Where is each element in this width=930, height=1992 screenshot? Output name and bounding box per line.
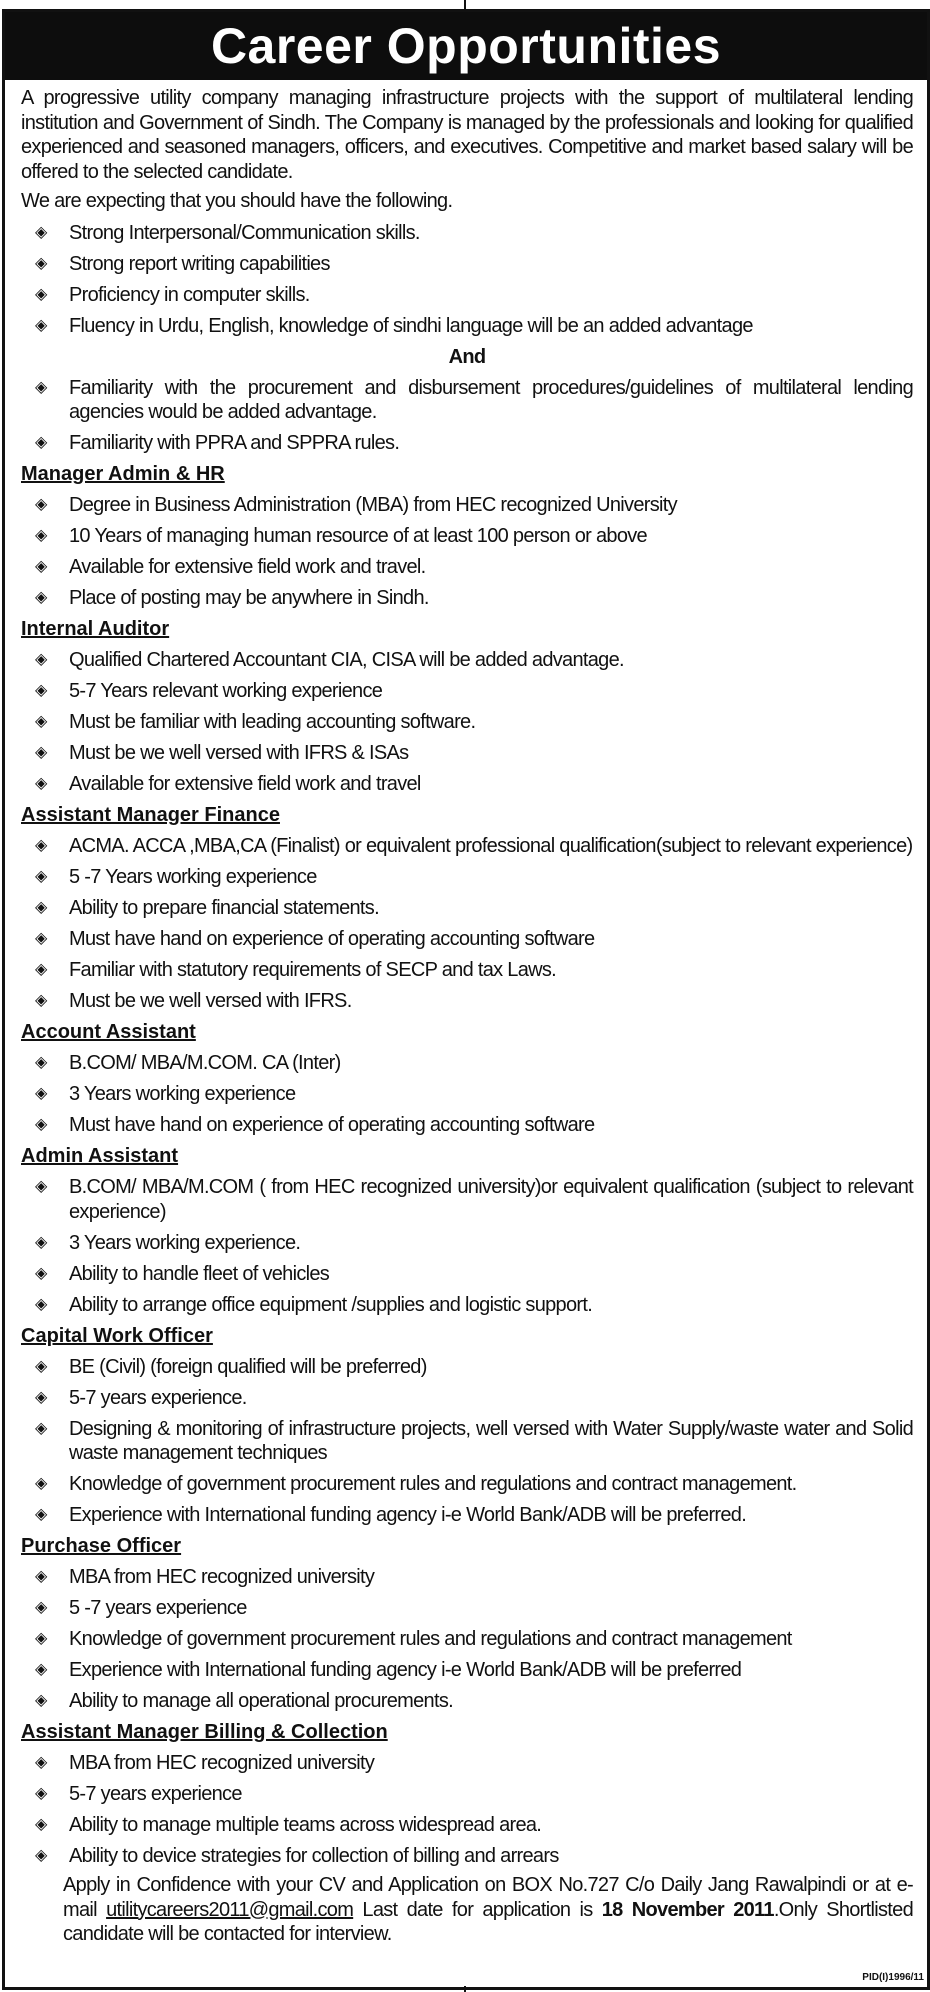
- list-item-text: Fluency in Urdu, English, knowledge of sindhi language will be an added advantage: [69, 314, 753, 337]
- list-item: [21, 1231, 913, 1256]
- list-item-text: Qualified Chartered Accountant CIA, CISA will be added advantage.: [69, 649, 624, 671]
- diamond-bullet-icon: ◈: [35, 1599, 47, 1616]
- list-item-text: Strong report writing capabilities: [69, 252, 330, 275]
- diamond-bullet-icon: ◈: [35, 651, 47, 668]
- diamond-bullet-icon: ◈: [35, 316, 47, 334]
- deadline-date: 18 November 2011: [601, 1898, 774, 1921]
- list-item: [21, 648, 913, 673]
- diamond-bullet-icon: ◈: [35, 589, 47, 606]
- diamond-bullet-icon: ◈: [35, 1264, 47, 1282]
- diamond-bullet-icon: ◈: [35, 930, 47, 947]
- diamond-bullet-icon: ◈: [35, 1085, 47, 1102]
- list-item: [21, 741, 913, 766]
- crop-mark-bottom: [464, 1986, 466, 1992]
- list-item-text: Ability to manage multiple teams across widespread area.: [69, 1814, 542, 1836]
- position-title: Assistant Manager Finance: [21, 804, 280, 826]
- list-item: [21, 283, 913, 308]
- list-item: [21, 989, 913, 1014]
- list-item: [21, 1627, 913, 1652]
- position-section: [21, 1534, 913, 1714]
- list-item: [21, 586, 913, 611]
- list-item-text: Proficiency in computer skills.: [69, 283, 310, 306]
- diamond-bullet-icon: ◈: [35, 527, 47, 544]
- diamond-bullet-icon: ◈: [35, 899, 47, 916]
- intro-paragraph: A progressive utility company managing infrastructure projects with the support of multilateral lending institution and Government of Sindh. The Company is managed by the professionals and looking for qualified experienced and seasoned managers, officers, and executives. Competitive and market based salary will be offered to the selected candidate.: [21, 87, 913, 183]
- list-item-text: Ability to arrange office equipment /supplies and logistic support.: [69, 1293, 593, 1316]
- list-item-text: Experience with International funding agency i-e World Bank/ADB will be preferred: [69, 1659, 742, 1681]
- list-item-text: Available for extensive field work and travel.: [69, 556, 426, 578]
- position-section: [21, 1720, 913, 1869]
- list-item: [21, 1417, 913, 1466]
- list-item-text: BE (Civil) (foreign qualified will be preferred): [69, 1355, 427, 1378]
- list-item: [21, 865, 913, 890]
- list-item: [21, 1813, 913, 1838]
- diamond-bullet-icon: ◈: [35, 1054, 47, 1071]
- list-item-text: Must have hand on experience of operating accounting software: [69, 928, 595, 950]
- list-item-text: Knowledge of government procurement rules and regulations and contract management: [69, 1628, 792, 1650]
- list-item-text: B.COM/ MBA/M.COM. CA (Inter): [69, 1052, 341, 1074]
- list-item-text: Strong Interpersonal/Communication skills.: [69, 221, 420, 244]
- list-item: [21, 376, 913, 425]
- list-item: [21, 679, 913, 704]
- page-title: Career Opportunities: [5, 12, 927, 80]
- list-item: [21, 1844, 913, 1869]
- diamond-bullet-icon: ◈: [35, 434, 47, 451]
- list-item-text: Familiar with statutory requirements of SECP and tax Laws.: [69, 959, 557, 981]
- list-item: [21, 1386, 913, 1411]
- position-requirements: [21, 1751, 913, 1869]
- position-title: Capital Work Officer: [21, 1324, 213, 1347]
- list-item-text: Knowledge of government procurement rules and regulations and contract management.: [69, 1473, 797, 1495]
- position-title: Assistant Manager Billing & Collection: [21, 1721, 388, 1743]
- list-item: [21, 958, 913, 983]
- list-item: [21, 1596, 913, 1621]
- list-item-text: ACMA. ACCA ,MBA,CA (Finalist) or equivalent professional qualification(subject to relevant experience): [69, 835, 913, 857]
- diamond-bullet-icon: ◈: [35, 496, 47, 513]
- diamond-bullet-icon: ◈: [35, 1630, 47, 1647]
- list-item: [21, 1782, 913, 1807]
- diamond-bullet-icon: ◈: [35, 868, 47, 885]
- position-section: [21, 1324, 913, 1528]
- diamond-bullet-icon: ◈: [35, 837, 47, 854]
- position-section: [21, 803, 913, 1014]
- diamond-bullet-icon: ◈: [35, 1388, 47, 1406]
- email-link[interactable]: utilitycareers2011@gmail.com: [106, 1898, 354, 1921]
- list-item: [21, 1472, 913, 1497]
- list-item-text: Familiarity with PPRA and SPPRA rules.: [69, 432, 400, 454]
- list-item-text: Familiarity with the procurement and disbursement procedures/guidelines of multilateral lending agencies would be added advantage.: [69, 376, 913, 423]
- pid-number: PID(I)1996/11: [862, 1972, 924, 1983]
- list-item-text: Degree in Business Administration (MBA) from HEC recognized University: [69, 494, 677, 516]
- position-requirements: [21, 493, 913, 611]
- diamond-bullet-icon: ◈: [35, 378, 47, 396]
- list-item: [21, 1293, 913, 1318]
- diamond-bullet-icon: ◈: [35, 223, 47, 241]
- diamond-bullet-icon: ◈: [35, 1233, 47, 1251]
- deadline-label: Last date for application is: [353, 1898, 602, 1921]
- diamond-bullet-icon: ◈: [35, 1785, 47, 1802]
- diamond-bullet-icon: ◈: [35, 744, 47, 761]
- diamond-bullet-icon: ◈: [35, 1295, 47, 1313]
- position-section: [21, 617, 913, 797]
- diamond-bullet-icon: ◈: [35, 1847, 47, 1864]
- list-item-text: Ability to device strategies for collection of billing and arrears: [69, 1845, 559, 1867]
- position-title: Manager Admin & HR: [21, 463, 225, 485]
- list-item-text: Ability to handle fleet of vehicles: [69, 1262, 330, 1285]
- list-item-text: 5-7 years experience.: [69, 1386, 247, 1409]
- list-item: [21, 710, 913, 735]
- position-title: Internal Auditor: [21, 618, 170, 640]
- diamond-bullet-icon: ◈: [35, 992, 47, 1009]
- list-item: [21, 252, 913, 277]
- diamond-bullet-icon: ◈: [35, 1419, 47, 1437]
- diamond-bullet-icon: ◈: [35, 1754, 47, 1771]
- general-requirements-2: [21, 376, 913, 456]
- diamond-bullet-icon: ◈: [35, 1116, 47, 1133]
- list-item: [21, 834, 913, 859]
- list-item-text: 10 Years of managing human resource of at least 100 person or above: [69, 525, 647, 547]
- position-requirements: [21, 1355, 913, 1528]
- list-item: [21, 1051, 913, 1076]
- position-requirements: [21, 648, 913, 797]
- position-section: [21, 1020, 913, 1138]
- position-requirements: [21, 1565, 913, 1714]
- list-item: [21, 1175, 913, 1224]
- diamond-bullet-icon: ◈: [35, 1661, 47, 1678]
- list-item-text: 5-7 Years relevant working experience: [69, 680, 383, 702]
- general-requirements: [21, 221, 913, 339]
- list-item: [21, 896, 913, 921]
- diamond-bullet-icon: ◈: [35, 285, 47, 303]
- list-item: [21, 1113, 913, 1138]
- list-item-text: Experience with International funding agency i-e World Bank/ADB will be preferred.: [69, 1504, 747, 1526]
- position-section: [21, 1144, 913, 1317]
- position-requirements: [21, 1051, 913, 1138]
- diamond-bullet-icon: ◈: [35, 1475, 47, 1492]
- shortlist-note: .Only Shortlisted candidate will be contacted for interview.: [63, 1898, 913, 1945]
- list-item: [21, 493, 913, 518]
- apply-instructions: [21, 1873, 913, 1947]
- diamond-bullet-icon: ◈: [35, 682, 47, 699]
- list-item: [21, 1689, 913, 1714]
- list-item: [21, 555, 913, 580]
- list-item-text: 3 Years working experience: [69, 1083, 296, 1105]
- list-item-text: 5 -7 years experience: [69, 1597, 247, 1619]
- diamond-bullet-icon: ◈: [35, 1357, 47, 1375]
- list-item: [21, 314, 913, 339]
- diamond-bullet-icon: ◈: [35, 558, 47, 575]
- list-item-text: Ability to manage all operational procurements.: [69, 1690, 453, 1712]
- diamond-bullet-icon: ◈: [35, 1816, 47, 1833]
- positions-list: [21, 462, 913, 1869]
- list-item-text: 3 Years working experience.: [69, 1231, 301, 1254]
- crop-mark-top: [464, 0, 466, 9]
- list-item: [21, 772, 913, 797]
- list-item: [21, 1503, 913, 1528]
- list-item: [21, 524, 913, 549]
- diamond-bullet-icon: ◈: [35, 1692, 47, 1709]
- list-item: [21, 1262, 913, 1287]
- position-section: [21, 462, 913, 611]
- diamond-bullet-icon: ◈: [35, 1178, 47, 1195]
- diamond-bullet-icon: ◈: [35, 961, 47, 978]
- list-item-text: Available for extensive field work and travel: [69, 773, 421, 795]
- apply-text: Apply in Confidence with your CV and Application on BOX No.727 C/o Daily Jang Rawalpindi or at e-mail: [63, 1874, 913, 1921]
- list-item-text: Must be we well versed with IFRS & ISAs: [69, 742, 409, 764]
- and-separator: And: [448, 345, 486, 368]
- list-item: [21, 1565, 913, 1590]
- position-title: Admin Assistant: [21, 1145, 179, 1167]
- list-item: [21, 1082, 913, 1107]
- diamond-bullet-icon: ◈: [35, 254, 47, 272]
- position-title: Account Assistant: [21, 1021, 196, 1043]
- diamond-bullet-icon: ◈: [35, 1506, 47, 1523]
- list-item-text: B.COM/ MBA/M.COM ( from HEC recognized university)or equivalent qualification (subject to relevant experience): [69, 1176, 913, 1223]
- position-title: Purchase Officer: [21, 1535, 182, 1557]
- list-item: [21, 1751, 913, 1776]
- list-item-text: Place of posting may be anywhere in Sindh.: [69, 587, 429, 609]
- diamond-bullet-icon: ◈: [35, 713, 47, 730]
- list-item-text: 5-7 years experience: [69, 1783, 242, 1805]
- list-item-text: Designing & monitoring of infrastructure projects, well versed with Water Supply/waste water and Solid waste management techniques: [69, 1417, 913, 1464]
- diamond-bullet-icon: ◈: [35, 1568, 47, 1585]
- list-item-text: Ability to prepare financial statements.: [69, 897, 379, 919]
- list-item: [21, 1355, 913, 1380]
- list-item-text: Must be familiar with leading accounting software.: [69, 711, 476, 733]
- list-item: [21, 431, 913, 456]
- diamond-bullet-icon: ◈: [35, 775, 47, 792]
- list-item-text: MBA from HEC recognized university: [69, 1752, 375, 1774]
- list-item-text: Must have hand on experience of operating accounting software: [69, 1114, 595, 1136]
- list-item: [21, 927, 913, 952]
- position-requirements: [21, 1175, 913, 1317]
- list-item-text: Must be we well versed with IFRS.: [69, 990, 352, 1012]
- list-item: [21, 1658, 913, 1683]
- list-item-text: 5 -7 Years working experience: [69, 866, 317, 888]
- advertisement: [2, 9, 930, 1990]
- list-item-text: MBA from HEC recognized university: [69, 1566, 375, 1588]
- position-requirements: [21, 834, 913, 1014]
- list-item: [21, 221, 913, 246]
- requirements-lead: We are expecting that you should have the following.: [21, 190, 453, 212]
